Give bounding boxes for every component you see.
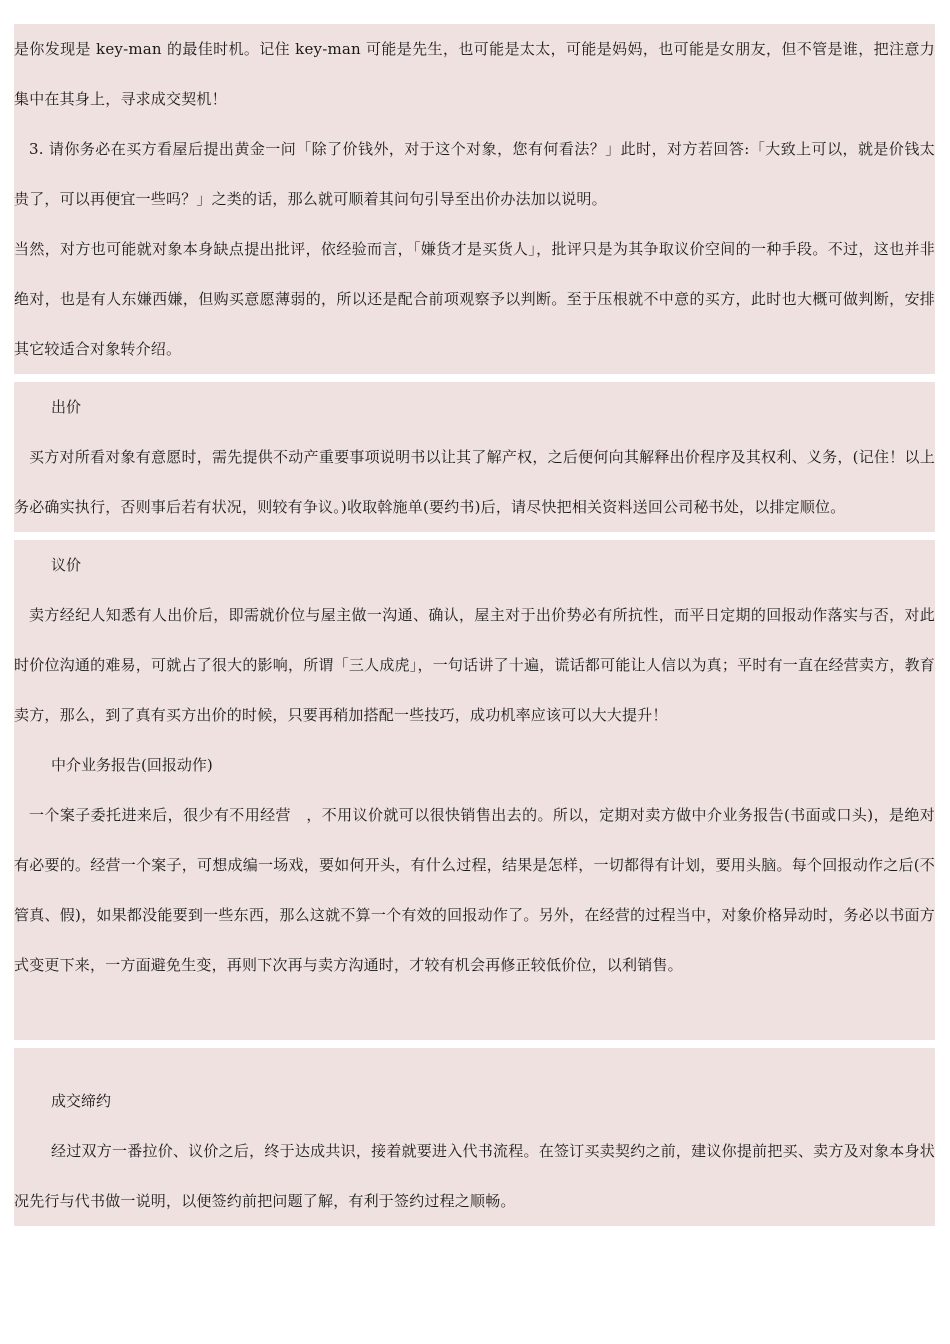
heading-negotiation: 议价 (51, 556, 82, 574)
section-divider (14, 532, 935, 540)
paragraph-report: 一个案子委托进来后，很少有不用经营 ，不用议价就可以很快销售出去的。所以，定期对卖方做中介业务报告(书面或口头)，是绝对有必要的。经营一个案子，可想成编一场戏，要如何开头，有什么过程，结果是怎样，一切都得有计划，要用头脑。每个回报动作之后(不管真、假)，如果都没能要到一些东西，那么这就不算一个有效的回报动作了。另外，在经营的过程当中，对象价格异动时，务必以书面方式变更下来，一方面避免生变，再则下次再与卖方沟通时，才较有机会再修正较低价位，以利销售。 (14, 806, 935, 974)
paragraph-criticism: 当然，对方也可能就对象本身缺点提出批评，依经验而言，「嫌货才是买货人」，批评只是为其争取议价空间的一种手段。不过，这也并非绝对，也是有人东嫌西嫌，但购买意愿薄弱的，所以还是配合前项观察予以判断。至于压根就不中意的买方，此时也大概可做判断，安排其它较适合对象转介绍。 (14, 240, 935, 358)
paragraph-negotiation: 卖方经纪人知悉有人出价后，即需就价位与屋主做一沟通、确认，屋主对于出价势必有所抗性，而平日定期的回报动作落实与否，对此时价位沟通的难易，可就占了很大的影响，所谓「三人成虎」，一句话讲了十遍，谎话都可能让人信以为真；平时有一直在经营卖方，教育卖方，那么，到了真有买方出价的时候，只要再稍加搭配一些技巧，成功机率应该可以大大提升！ (14, 606, 935, 724)
document-page (14, 24, 935, 1226)
section-divider (14, 1040, 935, 1048)
section-buyer-inquiry (14, 24, 935, 374)
heading-closing: 成交缔约 (51, 1092, 112, 1110)
paragraph-offer: 买方对所看对象有意愿时，需先提供不动产重要事项说明书以让其了解产权，之后便何向其解释出价程序及其权利、义务，(记住！以上务必确实执行，否则事后若有状况，则较有争议。)收取斡施单(要约书)后，请尽快把相关资料送回公司秘书处，以排定顺位。 (14, 448, 935, 516)
section-offer (14, 382, 935, 532)
paragraph-closing: 经过双方一番拉价、议价之后，终于达成共识，接着就要进入代书流程。在签订买卖契约之前，建议你提前把买、卖方及对象本身状况先行与代书做一说明，以便签约前把问题了解，有利于签约过程之顺畅。 (14, 1142, 935, 1210)
paragraph-golden-question: 3. 请你务必在买方看屋后提出黄金一问「除了价钱外，对于这个对象，您有何看法？」此时，对方若回答:「大致上可以，就是价钱太贵了，可以再便宜一些吗？」之类的话，那么就可顺着其问句引导至出价办法加以说明。 (14, 140, 935, 208)
blank-row (14, 1048, 935, 1076)
heading-offer: 出价 (51, 398, 82, 416)
heading-report: 中介业务报告(回报动作) (51, 756, 213, 774)
section-closing (14, 1048, 935, 1226)
blank-row (14, 990, 935, 1040)
section-divider (14, 374, 935, 382)
section-negotiation (14, 540, 935, 1040)
paragraph-key-man: 是你发现是 key-man 的最佳时机。记住 key-man 可能是先生，也可能是太太，可能是妈妈，也可能是女朋友，但不管是谁，把注意力集中在其身上，寻求成交契机！ (14, 40, 935, 108)
